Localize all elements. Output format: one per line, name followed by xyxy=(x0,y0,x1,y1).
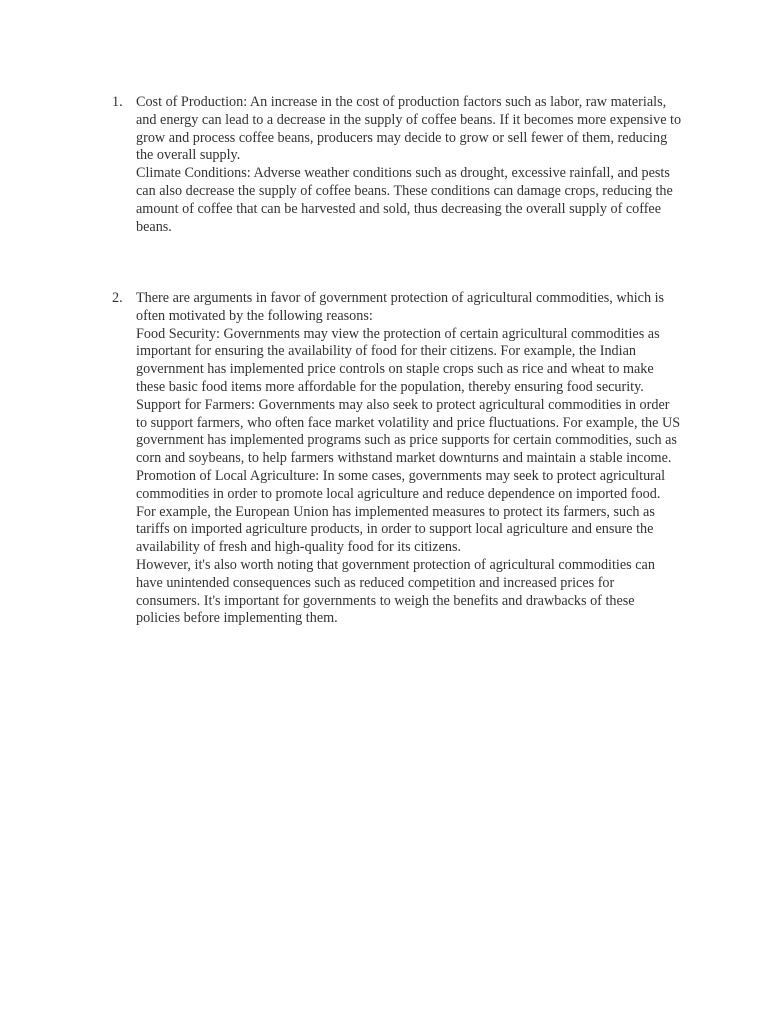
list-number: 1. xyxy=(112,94,123,110)
list-number: 2. xyxy=(112,290,123,306)
paragraph-intro: There are arguments in favor of government protection of agricultural commodities, which is often motivated by the following reasons: xyxy=(136,290,665,324)
list-item-body xyxy=(136,290,682,628)
list-item-body xyxy=(136,94,682,236)
paragraph-cost-of-production: Cost of Production: An increase in the cost of production factors such as labor, raw materials, and energy can lead to a decrease in the supply of coffee beans. If it becomes more expensive to grow and process coffee beans, producers may decide to grow or sell fewer of them, reducing the overall supply. xyxy=(136,94,682,164)
paragraph-support-for-farmers: Support for Farmers: Governments may also seek to protect agricultural commodities in order to support farmers, who often face market volatility and price fluctuations. For example, the US government has implemented programs such as price supports for certain commodities, such as corn and soybeans, to help farmers withstand market downturns and maintain a stable income. xyxy=(136,396,681,467)
paragraph-climate-conditions: Climate Conditions: Adverse weather conditions such as drought, excessive rainfall, and pests can also decrease the supply of coffee beans. These conditions can damage crops, reducing the amount of coffee that can be harvested and sold, thus decreasing the overall supply of coffee beans. xyxy=(136,165,673,235)
paragraph-local-agriculture: Promotion of Local Agriculture: In some cases, governments may seek to protect agricultural commodities in order to promote local agriculture and reduce dependence on imported food. For example, the European Union has implemented measures to protect its farmers, such as tariffs on imported agriculture products, in order to support local agriculture and ensure the availability of fresh and high-quality food for its citizens. xyxy=(136,467,666,556)
paragraph-food-security: Food Security: Governments may view the protection of certain agricultural commodities as important for ensuring the availability of food for their citizens. For example, the Indian government has implemented price controls on staple crops such as rice and wheat to make these basic food items more affordable for the population, thereby ensuring food security. xyxy=(136,325,660,395)
paragraph-however: However, it's also worth noting that government protection of agricultural commodities can have unintended consequences such as reduced competition and increased prices for consumers. It's important for governments to weigh the benefits and drawbacks of these policies before implementing them. xyxy=(136,556,655,627)
